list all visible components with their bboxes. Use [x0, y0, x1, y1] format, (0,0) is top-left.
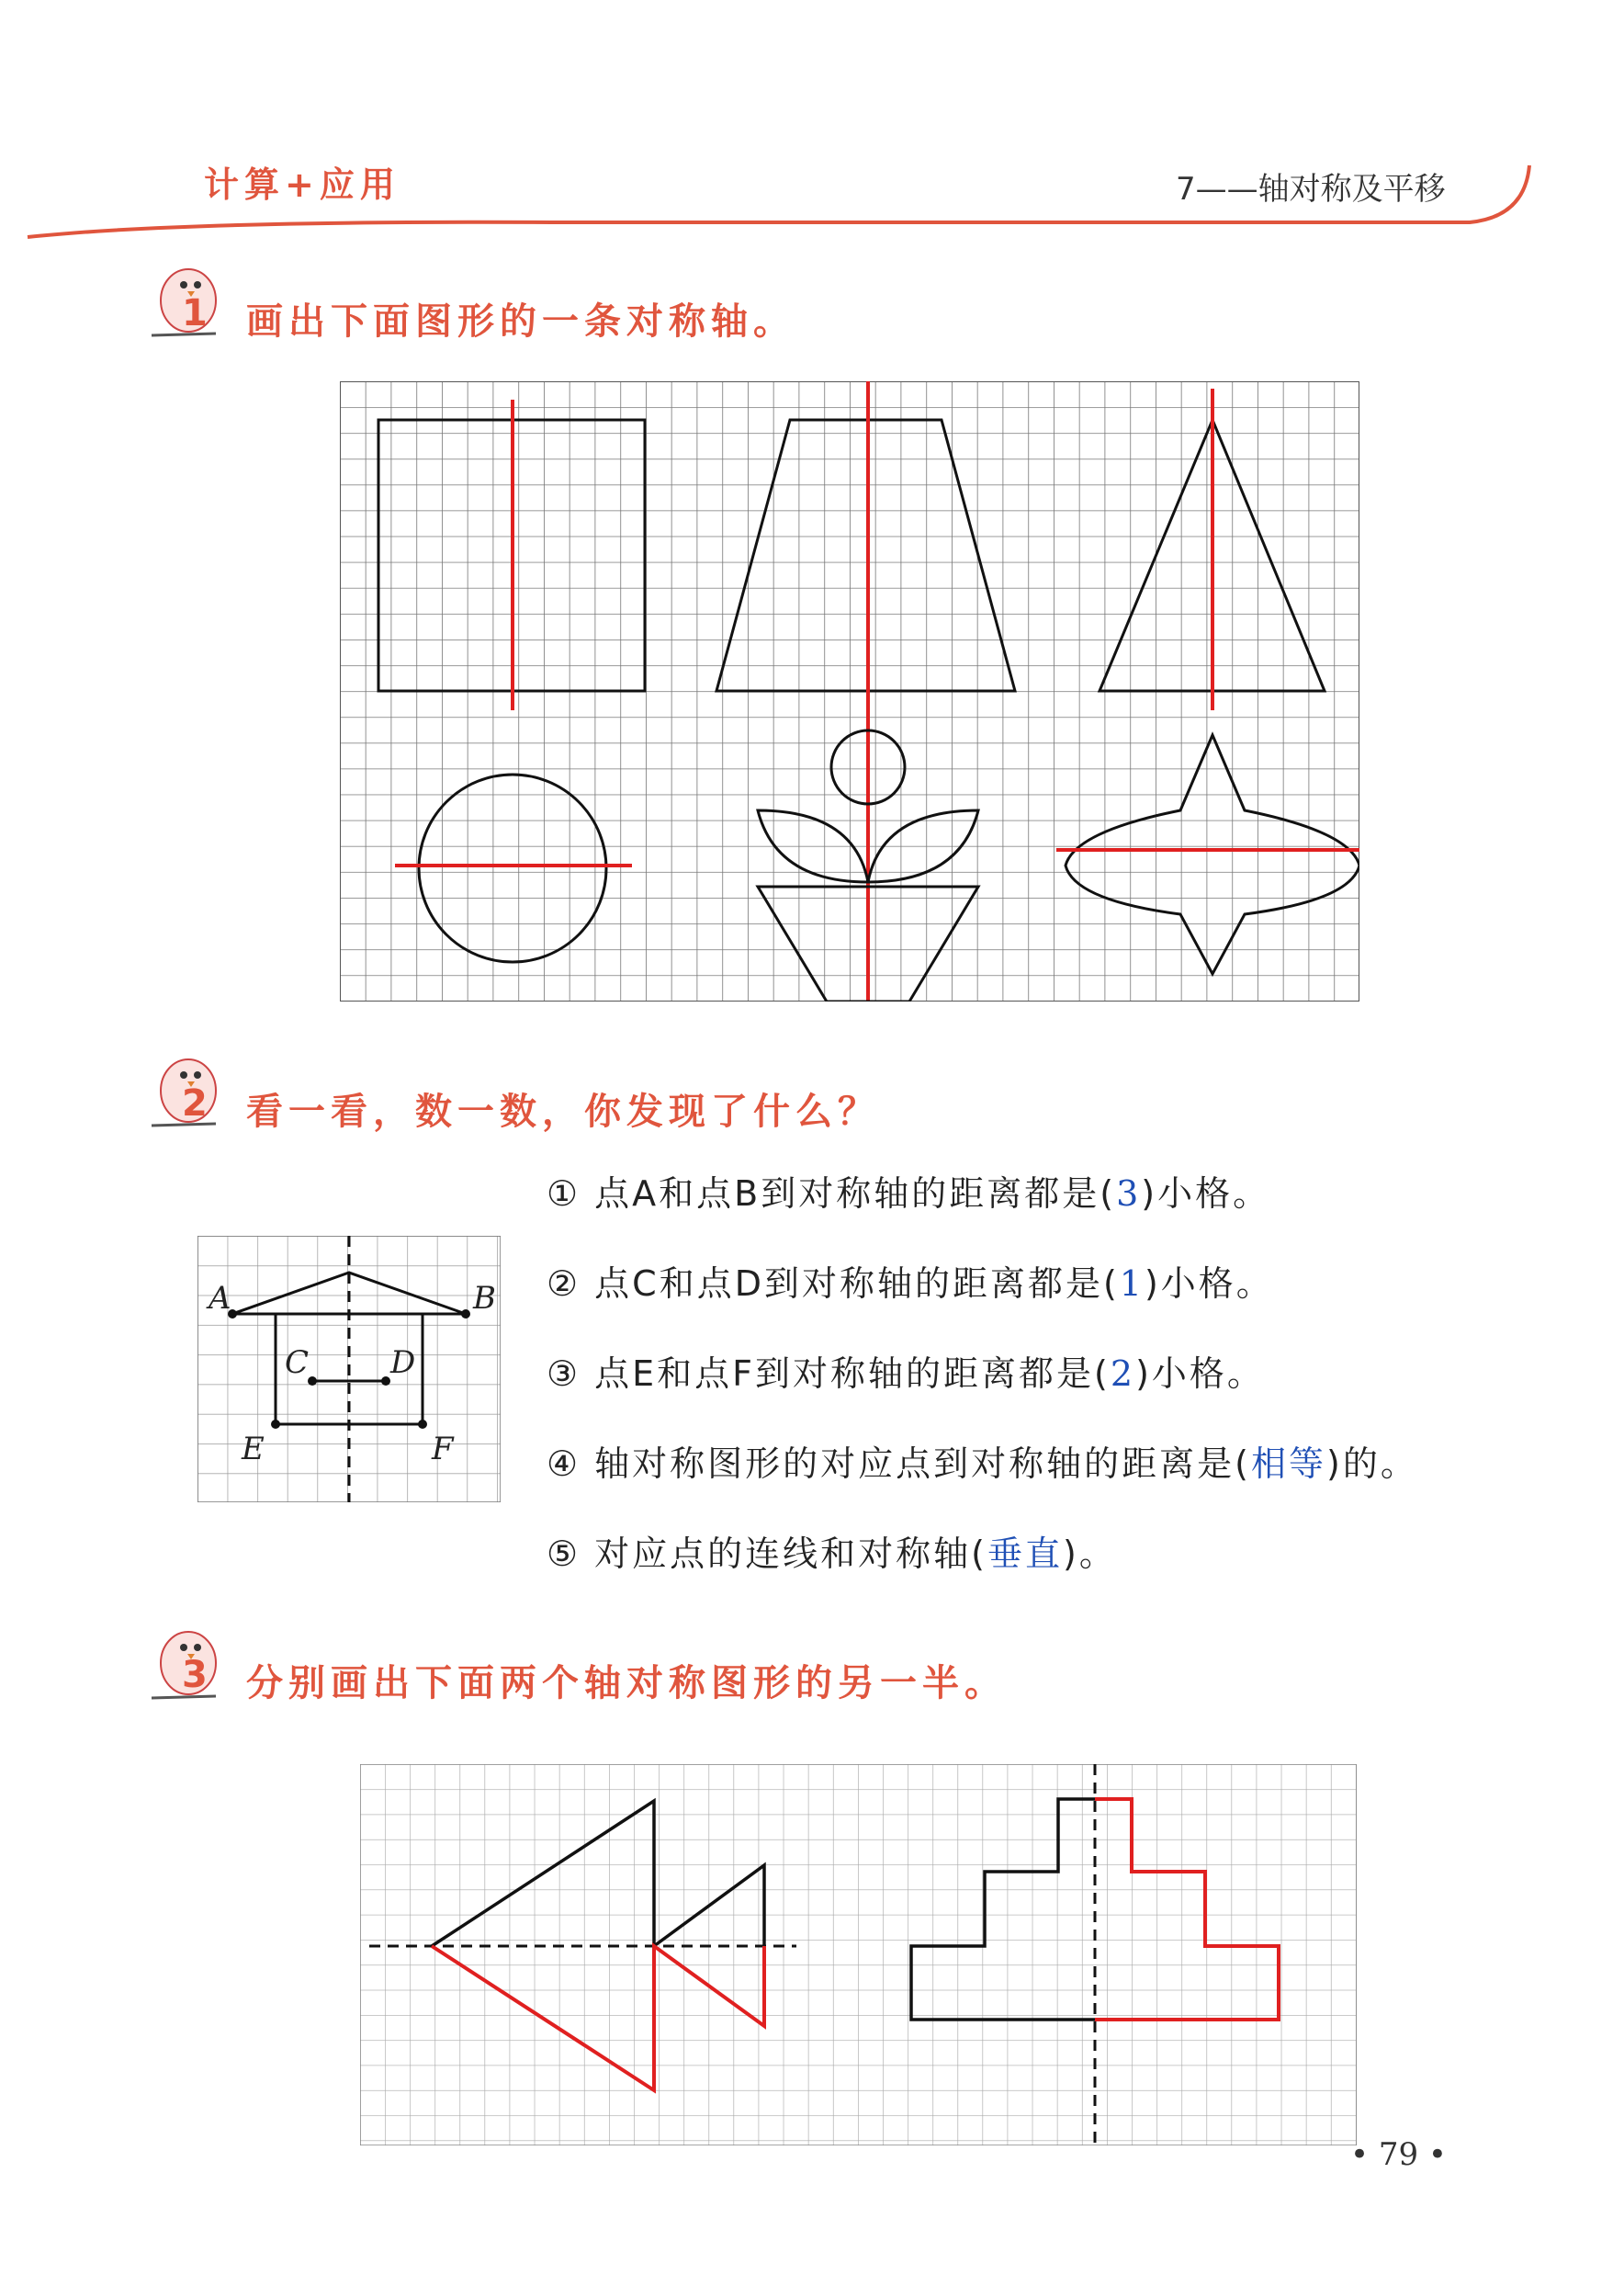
point-label-d: D	[390, 1344, 416, 1381]
page-number: • 79 •	[1350, 2136, 1447, 2173]
point-label-b: B	[473, 1280, 496, 1317]
statement-1: ① 点A和点B到对称轴的距离都是(3)小格。	[547, 1173, 1271, 1214]
answer-2: 1	[1119, 1263, 1145, 1304]
statement-3: ③ 点E和点F到对称轴的距离都是(2)小格。	[547, 1353, 1265, 1394]
q1-number: 1	[182, 292, 208, 334]
point-label-e: E	[242, 1431, 265, 1467]
q1-title: 画出下面图形的一条对称轴。	[246, 300, 795, 343]
header-section-title: 计算+应用	[204, 164, 400, 205]
answer-5: 垂直	[987, 1534, 1064, 1574]
answer-3: 2	[1110, 1353, 1136, 1394]
q3-title: 分别画出下面两个轴对称图形的另一半。	[246, 1662, 1007, 1704]
point-label-c: C	[285, 1344, 310, 1381]
statement-4: ④ 轴对称图形的对应点到对称轴的距离是(相等)的。	[547, 1443, 1418, 1484]
q2-title: 看一看，数一数，你发现了什么？	[246, 1091, 880, 1133]
point-label-f: F	[432, 1431, 454, 1467]
q1-figure	[340, 381, 1359, 1002]
answer-4: 相等	[1251, 1443, 1327, 1484]
q3-number: 3	[182, 1654, 208, 1696]
statement-5: ⑤ 对应点的连线和对称轴(垂直)。	[547, 1534, 1117, 1574]
q2-number: 2	[182, 1082, 208, 1125]
answer-1: 3	[1116, 1173, 1142, 1214]
q3-figure	[360, 1764, 1357, 2145]
header-chapter-title: 7——轴对称及平移	[1176, 171, 1446, 208]
statement-2: ② 点C和点D到对称轴的距离都是(1)小格。	[547, 1263, 1274, 1304]
q2-figure	[197, 1236, 501, 1502]
header-underline	[0, 0, 1624, 276]
point-label-a: A	[209, 1280, 231, 1317]
